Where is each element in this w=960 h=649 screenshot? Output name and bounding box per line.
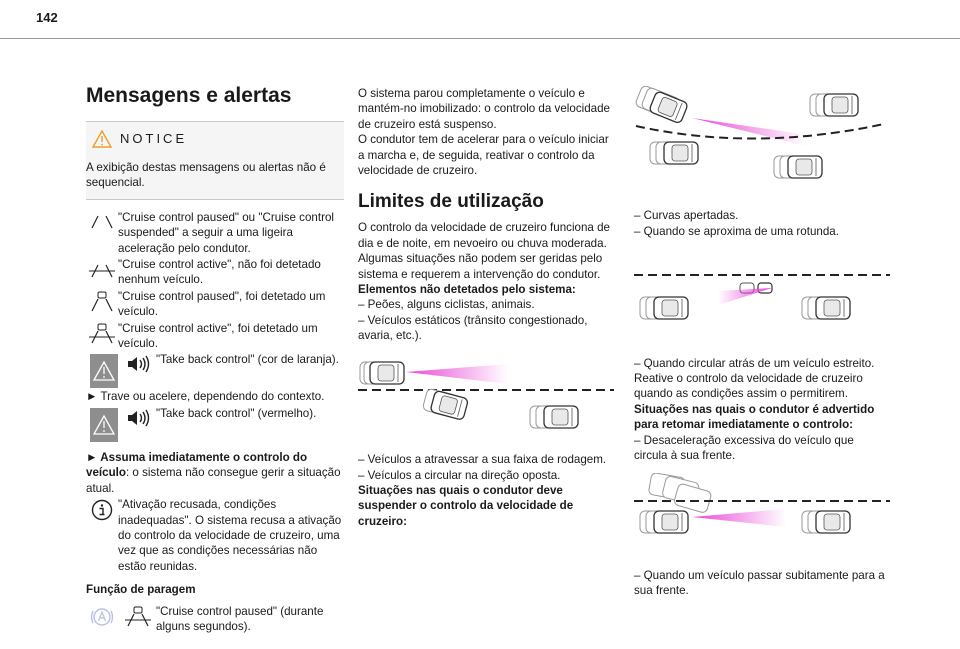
page-number: 142 [36, 10, 58, 25]
action-rest: : o sistema não consegue gerir a situação atual. [86, 466, 341, 495]
cruise-car-active-icon [86, 321, 118, 352]
auto-hold-icon [89, 606, 115, 628]
list-item: – Desaceleração excessiva do veículo que circula à sua frente. [634, 433, 854, 463]
message-item [86, 257, 344, 288]
warning-triangle-icon [90, 354, 118, 388]
illustration-crossing-vehicle [358, 358, 614, 434]
illustration-narrow-vehicle [634, 261, 890, 337]
alert-icons [86, 352, 156, 388]
section-title: Limites de utilização [358, 191, 544, 213]
column-right [634, 86, 886, 599]
info-icon [86, 497, 118, 574]
notice-box [86, 121, 344, 200]
subheading: Elementos não detetados pelo sistema: [358, 283, 576, 297]
cruise-car-icon [86, 289, 118, 320]
column-middle [358, 86, 616, 529]
action-bold: ► Assuma imediatamente o controlo do veículo [86, 450, 308, 480]
warning-triangle-icon [92, 130, 112, 148]
message-item [86, 604, 344, 635]
action-text: ► Trave ou acelere, dependendo do contexto. [86, 390, 325, 404]
message-text: "Cruise control paused" (durante alguns segundos). [156, 604, 324, 633]
message-item [86, 497, 344, 574]
message-item [86, 352, 344, 388]
list-item: – Quando um veículo passar subitamente para a sua frente. [634, 568, 885, 598]
message-text: "Cruise control active", não foi detetado nenhum veículo. [118, 258, 321, 287]
message-text: "Take back control" (vermelho). [156, 406, 317, 420]
paragraph: O sistema parou completamente o veículo e mantém-no imobilizado: o controlo da velocidade de cruzeiro está suspenso. [358, 87, 610, 131]
stop-icons [86, 604, 156, 635]
cruise-car-icon [123, 606, 153, 628]
message-text: "Ativação recusada, condições inadequadas". O sistema recusa a ativação do controlo da velocidade de cruzeiro, uma vez que as condições necessárias não estão reunidas. [118, 498, 342, 573]
list-item: – Quando circular atrás de um veículo estreito. [634, 356, 875, 370]
sound-speaker-icon [126, 408, 152, 428]
message-text: "Take back control" (cor de laranja). [156, 353, 339, 367]
message-item [86, 289, 344, 320]
function-heading: Função de paragem [86, 583, 196, 597]
sound-speaker-icon [126, 354, 152, 374]
list-item: – Peões, alguns ciclistas, animais. [358, 298, 535, 312]
cruise-road-icon [86, 257, 118, 288]
road-lines-icon [86, 210, 118, 256]
illustration-sharp-curve [634, 86, 886, 194]
message-item [86, 210, 344, 256]
list-item: – Quando se aproxima de uma rotunda. [634, 224, 839, 238]
paragraph: Algumas situações não podem ser geridas pelo sistema e requerem a intervenção do condutor. [358, 252, 603, 281]
alert-icons [86, 406, 156, 442]
header-rule [0, 38, 960, 39]
notice-text: A exibição destas mensagens ou alertas não é sequencial. [86, 161, 326, 190]
list-item: – Curvas apertadas. [634, 209, 739, 223]
message-item [86, 406, 344, 442]
paragraph: O controlo da velocidade de cruzeiro funciona de dia e de noite, em nevoeiro ou chuva moderada. [358, 221, 610, 250]
action-text [86, 450, 344, 496]
notice-title: NOTICE [120, 131, 188, 147]
warning-triangle-icon [90, 408, 118, 442]
message-text: "Cruise control paused" ou "Cruise control suspended" a seguir a uma ligeira aceleração pelo condutor. [118, 210, 334, 255]
notice-header [86, 122, 344, 154]
message-item [86, 321, 344, 352]
paragraph: Reative o controlo da velocidade de cruzeiro quando as condições assim o permitirem. [634, 372, 863, 401]
list-item: – Veículos a atravessar a sua faixa de rodagem. [358, 453, 607, 467]
section-title: Mensagens e alertas [86, 84, 292, 107]
list-item: – Veículos estáticos (trânsito congestionado, avaria, etc.). [358, 313, 588, 343]
paragraph: O condutor tem de acelerar para o veículo iniciar a marcha e, de seguida, reativar o controlo da velocidade de cruzeiro. [358, 133, 609, 178]
subheading: Situações nas quais o condutor deve suspender o controlo da velocidade de cruzeiro: [358, 483, 574, 528]
column-left [86, 72, 344, 635]
message-text: "Cruise control active", foi detetado um veículo. [118, 321, 318, 351]
illustration-cut-in [634, 473, 890, 549]
message-text: "Cruise control paused", foi detetado um veículo. [118, 289, 326, 319]
subheading: Situações nas quais o condutor é advertido para retomar imediatamente o controlo: [634, 402, 875, 432]
list-item: – Veículos a circular na direção oposta. [358, 468, 561, 482]
